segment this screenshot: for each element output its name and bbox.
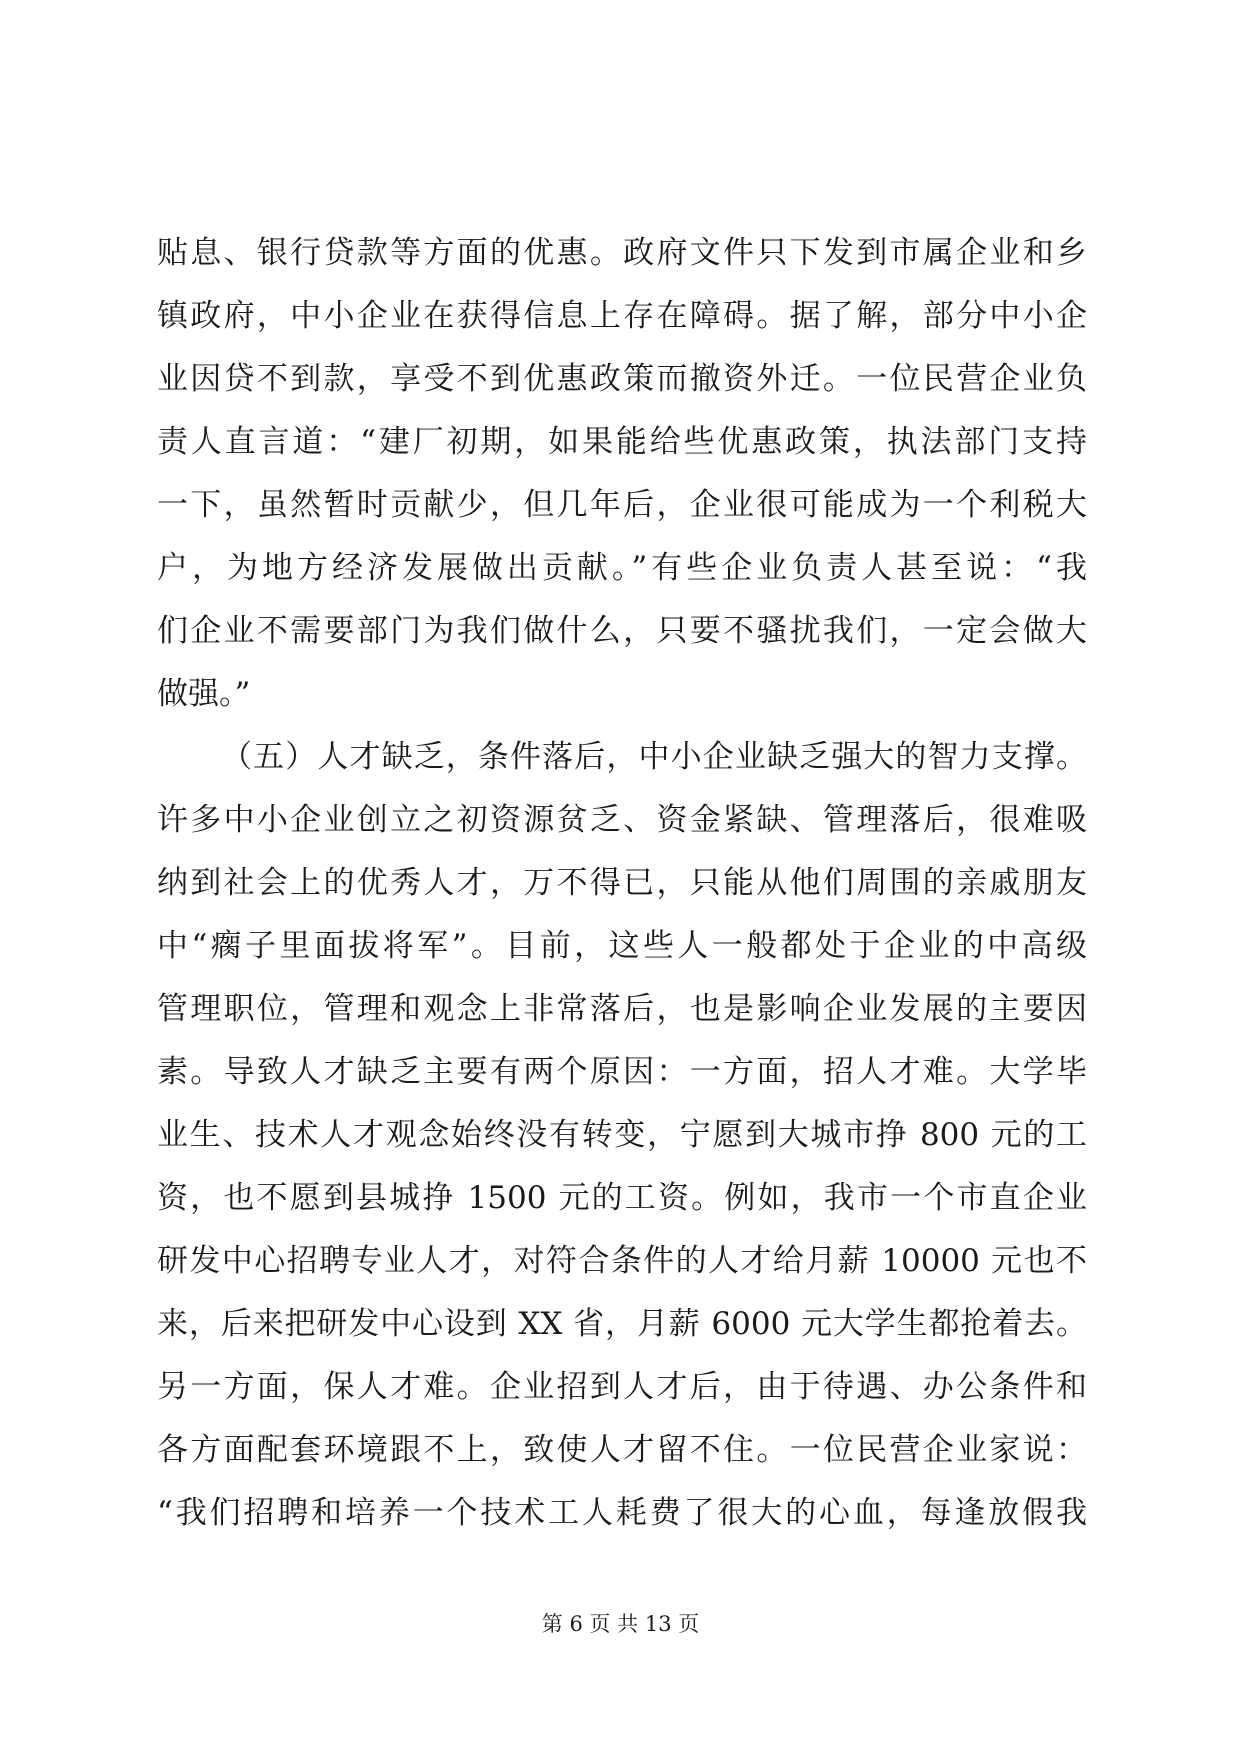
- text-line: 研发中心招聘专业人才，对符合条件的人才给月薪 10000 元也不: [157, 1243, 1087, 1279]
- text-line: 户，为地方经济发展做出贡献。”有些企业负责人甚至说：“我: [157, 550, 1087, 586]
- text-line: 贴息、银行贷款等方面的优惠。政府文件只下发到市属企业和乡: [157, 235, 1087, 271]
- text-line: 另一方面，保人才难。企业招到人才后，由于待遇、办公条件和: [157, 1369, 1087, 1405]
- text-line: “我们招聘和培养一个技术工人耗费了很大的心血，每逢放假我: [157, 1495, 1087, 1531]
- text-line: 来，后来把研发中心设到 XX 省，月薪 6000 元大学生都抢着去。: [157, 1306, 1087, 1342]
- page-number-footer: 第 6 页 共 13 页: [541, 1612, 700, 1636]
- text-line: 业生、技术人才观念始终没有转变，宁愿到大城市挣 800 元的工: [157, 1117, 1087, 1153]
- text-line: 一下，虽然暂时贡献少，但几年后，企业很可能成为一个利税大: [157, 487, 1087, 523]
- text-line: 们企业不需要部门为我们做什么，只要不骚扰我们，一定会做大: [157, 613, 1087, 649]
- section-heading-line: （五）人才缺乏，条件落后，中小企业缺乏强大的智力支撑。: [221, 739, 1087, 775]
- text-line: 许多中小企业创立之初资源贫乏、资金紧缺、管理落后，很难吸: [157, 802, 1087, 838]
- text-line: 做强。”: [157, 676, 251, 712]
- text-line: 管理职位，管理和观念上非常落后，也是影响企业发展的主要因: [157, 991, 1087, 1027]
- text-line: 责人直言道：“建厂初期，如果能给些优惠政策，执法部门支持: [157, 424, 1087, 460]
- paragraph-2: [157, 726, 1087, 1545]
- text-line: 素。导致人才缺乏主要有两个原因：一方面，招人才难。大学毕: [157, 1054, 1087, 1090]
- paragraph-1: [157, 222, 1087, 726]
- text-line: 镇政府，中小企业在获得信息上存在障碍。据了解，部分中小企: [157, 298, 1087, 334]
- text-line: 资，也不愿到县城挣 1500 元的工资。例如，我市一个市直企业: [157, 1180, 1087, 1216]
- text-line: 业因贷不到款，享受不到优惠政策而撤资外迁。一位民营企业负: [157, 361, 1087, 397]
- text-line: 各方面配套环境跟不上，致使人才留不住。一位民营企业家说：: [157, 1432, 1087, 1468]
- document-body: [157, 222, 1087, 1545]
- text-line: 纳到社会上的优秀人才，万不得已，只能从他们周围的亲戚朋友: [157, 865, 1087, 901]
- text-line: 中“瘸子里面拔将军”。目前，这些人一般都处于企业的中高级: [157, 928, 1087, 964]
